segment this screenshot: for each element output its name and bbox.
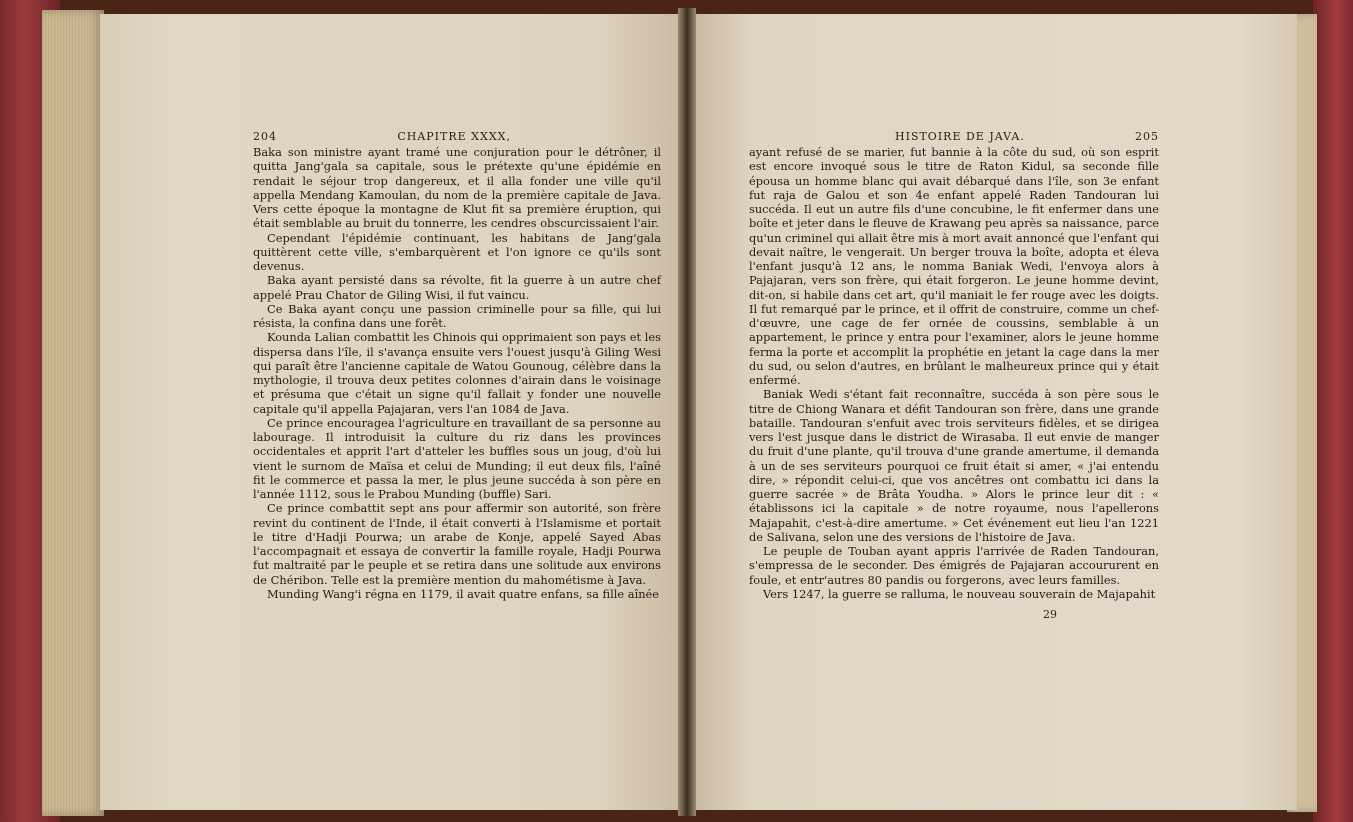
book-cover-right xyxy=(1313,0,1353,822)
paragraph: Ce prince encouragea l'agriculture en travaillant de sa personne au labourage. Il introduisit la culture du riz dans les provinces occidentales et apprit l'art d'atteler les buffles sous un joug, d'où lui vient le surnom de Maïsa et celui de Munding; il eut deux fils, l'aîné fit le commerce et passa la mer, le plus jeune succéda à son père en l'année 1112, sous le Prabou Munding (buffle) Sari. xyxy=(253,415,661,501)
paragraph: Baka ayant persisté dans sa révolte, fit la guerre à un autre chef appelé Prau Chator de Giling Wisi, il fut vaincu. xyxy=(253,273,661,302)
paragraph: Le peuple de Touban ayant appris l'arrivée de Raden Tandouran, s'empressa de le seconder. Des émigrés de Pajajaran accoururent en foule, et entr'autres 80 pandis ou forgerons, avec leurs familles. xyxy=(749,544,1159,587)
page-edges-left xyxy=(42,10,104,816)
paragraph: Baka son ministre ayant tramé une conjuration pour le détrôner, il quitta Jang'gala sa capitale, sous le prétexte qu'une épidémie en rendait le séjour trop dangereux, et il alla fonder une ville qu'il appella Mendang Kamoulan, du nom de la première capitale de Java. Vers cette époque la montagne de Klut fit sa première éruption, qui était semblable au bruit du tonnerre, les cendres obscurcissaient l'air. xyxy=(253,145,661,231)
right-running-title: HISTOIRE DE JAVA. xyxy=(895,130,1025,143)
left-page-number: 204 xyxy=(253,130,277,143)
paragraph: Kounda Lalian combattit les Chinois qui opprimaient son pays et les dispersa dans l'île, il s'avança ensuite vers l'ouest jusqu'à Giling Wesi qui paraît être l'ancienne capitale de Watou Gounoug, célèbre dans la mythologie, il trouva deux petites colonnes d'airain dans le voisinage et présuma que c'était un signe qu'il fallait y fonder une nouvelle capitale qu'il appella Pajajaran, vers l'an 1084 de Java. xyxy=(253,330,661,416)
right-page-number: 205 xyxy=(1135,130,1159,143)
paragraph: Cependant l'épidémie continuant, les habitans de Jang'gala quittèrent cette ville, s'embarquèrent et l'on ignore ce qu'ils sont devenus. xyxy=(253,230,661,273)
paragraph: Ce prince combattit sept ans pour affermir son autorité, son frère revint du continent de l'Inde, il était converti à l'Islamisme et portait le titre d'Hadji Pourwa; un arabe de Konje, appelé Sayed Abas l'accompagnait et essaya de convertir la famille royale, Hadji Pourwa fut maltraité par le peuple et se retira dans une solitude aux environs de Chéribon. Telle est la première mention du mahométisme à Java. xyxy=(253,501,661,587)
left-running-title: CHAPITRE XXXX, xyxy=(397,130,511,143)
paragraph: Munding Wang'i régna en 1179, il avait quatre enfans, sa fille aînée xyxy=(267,586,660,601)
book-gutter xyxy=(678,8,696,816)
right-page-text xyxy=(749,145,1159,601)
paragraph: Vers 1247, la guerre se ralluma, le nouveau souverain de Majapahit xyxy=(763,586,1156,601)
right-running-head xyxy=(749,130,1159,143)
left-running-head xyxy=(253,130,661,143)
paragraph: Ce Baka ayant conçu une passion criminelle pour sa fille, qui lui résista, la confina dans une forêt. xyxy=(253,301,661,330)
paragraph: ayant refusé de se marier, fut bannie à la côte du sud, où son esprit est encore invoqué sous le titre de Raton Kidul, sa seconde fille épousa un homme blanc qui avait débarqué dans l'île, son 3e enfant fut raja de Galou et son 4e enfant appelé Raden Tandouran lui succéda. Il eut un autre fils d'une concubine, le fit enfermer dans une boîte et jeter dans le fleuve de Krawang peu après sa naissance, parce qu'un criminel qui allait être mis à mort avait annoncé que l'enfant qui devait naître, le vengerait. Un berger trouva la boîte, adopta et éleva l'enfant jusqu'à 12 ans, le nomma Baniak Wedi, l'envoya alors à Pajajaran, vers son frère, qui était forgeron. Le jeune homme devint, dit-on, si habile dans cet art, qu'il maniait le fer rouge avec les doigts. Il fut remarqué par le prince, et il offrit de construire, comme un chef-d'œuvre, une cage de fer ornée de coussins, semblable à un appartement, le prince y entra pour l'examiner, alors le jeune homme ferma la porte et accomplit la prophétie en jetant la cage dans la mer du sud, ou selon d'autres, en brûlant le malheureux prince qui y était enfermé. xyxy=(749,145,1159,387)
left-page-text xyxy=(253,145,661,601)
signature-mark: 29 xyxy=(1043,608,1057,621)
paragraph: Baniak Wedi s'étant fait reconnaître, succéda à son père sous le titre de Chiong Wanara et défit Tandouran son frère, dans une grande bataille. Tandouran s'enfuit avec trois serviteurs fidèles, et se dirigea vers l'est jusque dans le district de Wirasaba. Il eut envie de manger du fruit d'une plante, qu'il trouva d'une grande amertume, il demanda à un de ses serviteurs pourquoi ce fruit était si amer, « j'ai entendu dire, » répondit celui-ci, que vos ancêtres ont combattu ici dans la guerre sacrée » de Brâta Youdha. » Alors le prince leur dit : « établissons ici la capitale » de notre royaume, nous l'apellerons Majapahit, c'est-à-dire amertume. » Cet événement eut lieu l'an 1221 de Salivana, selon une des versions de l'histoire de Java. xyxy=(749,387,1159,544)
